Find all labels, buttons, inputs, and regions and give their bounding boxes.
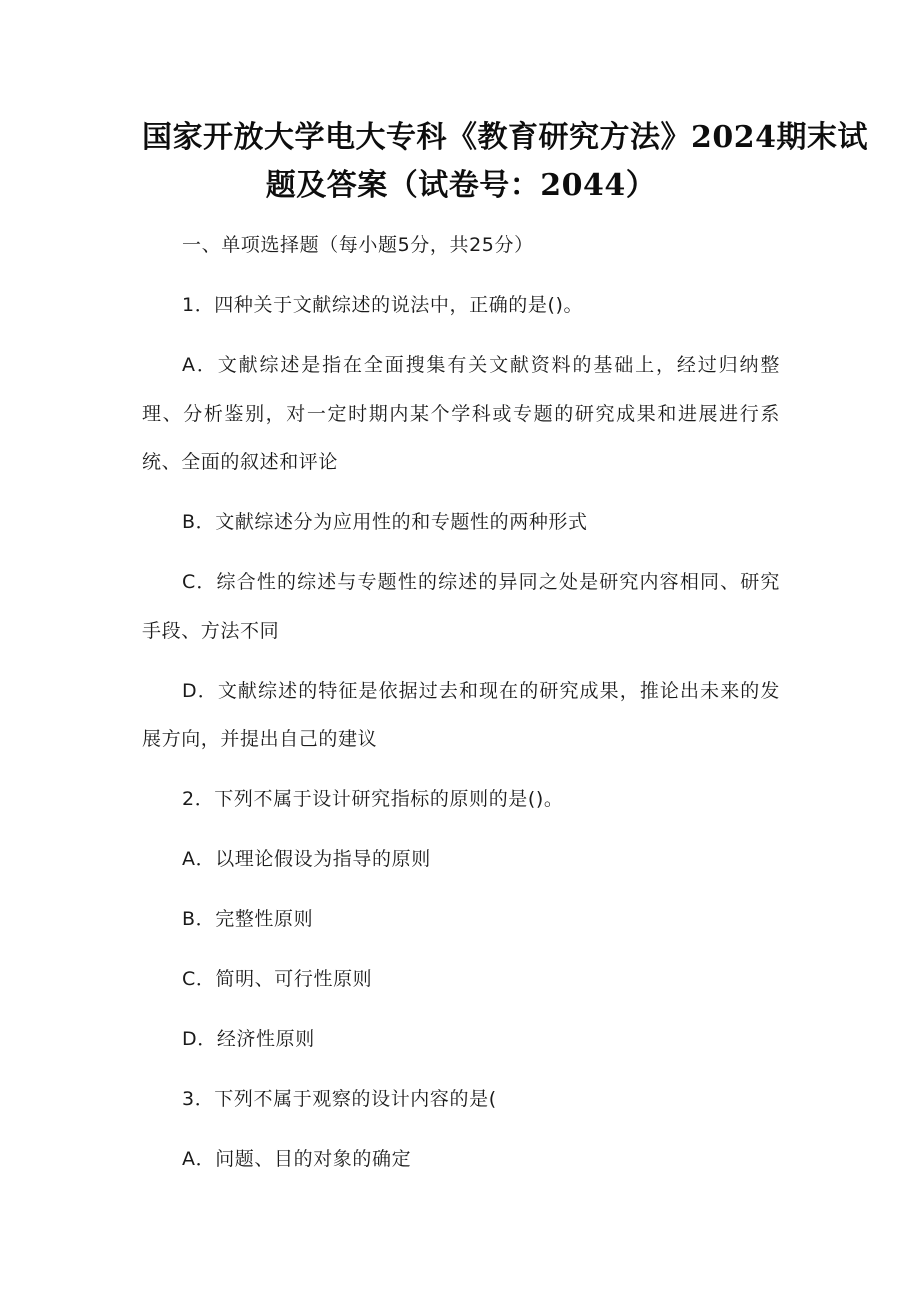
question-1-option-a: A．文献综述是指在全面搜集有关文献资料的基础上，经过归纳整理、分析鉴别，对一定时期内某个学科或专题的研究成果和进展进行系统、全面的叙述和评论: [142, 354, 780, 473]
question-2-stem: 2．下列不属于设计研究指标的原则的是()。: [182, 788, 564, 810]
question-1-option-b: B．文献综述分为应用性的和专题性的两种形式: [182, 511, 588, 533]
question-2-option-b: B．完整性原则: [182, 908, 314, 930]
question-1-stem: 1．四种关于文献综述的说法中，正确的是()。: [182, 294, 584, 316]
title-line-1: 国家开放大学电大专科《教育研究方法》2024期末试: [142, 120, 868, 155]
question-3-option-a: A．问题、目的对象的确定: [182, 1148, 412, 1170]
question-1-option-c: C．综合性的综述与专题性的综述的异同之处是研究内容相同、研究手段、方法不同: [142, 571, 780, 642]
question-3-stem: 3．下列不属于观察的设计内容的是(: [182, 1088, 497, 1110]
section-heading: 一、单项选择题（每小题5分，共25分）: [182, 234, 534, 256]
document-body: [142, 221, 780, 1195]
document-title: [142, 114, 868, 210]
question-2-option-d: D．经济性原则: [182, 1028, 315, 1050]
question-2-option-c: C．简明、可行性原则: [182, 968, 373, 990]
title-line-2: 题及答案（试卷号：2044）: [265, 168, 657, 203]
question-1-option-d: D．文献综述的特征是依据过去和现在的研究成果，推论出未来的发展方向，并提出自己的建议: [142, 679, 780, 750]
question-2-option-a: A．以理论假设为指导的原则: [182, 848, 431, 870]
